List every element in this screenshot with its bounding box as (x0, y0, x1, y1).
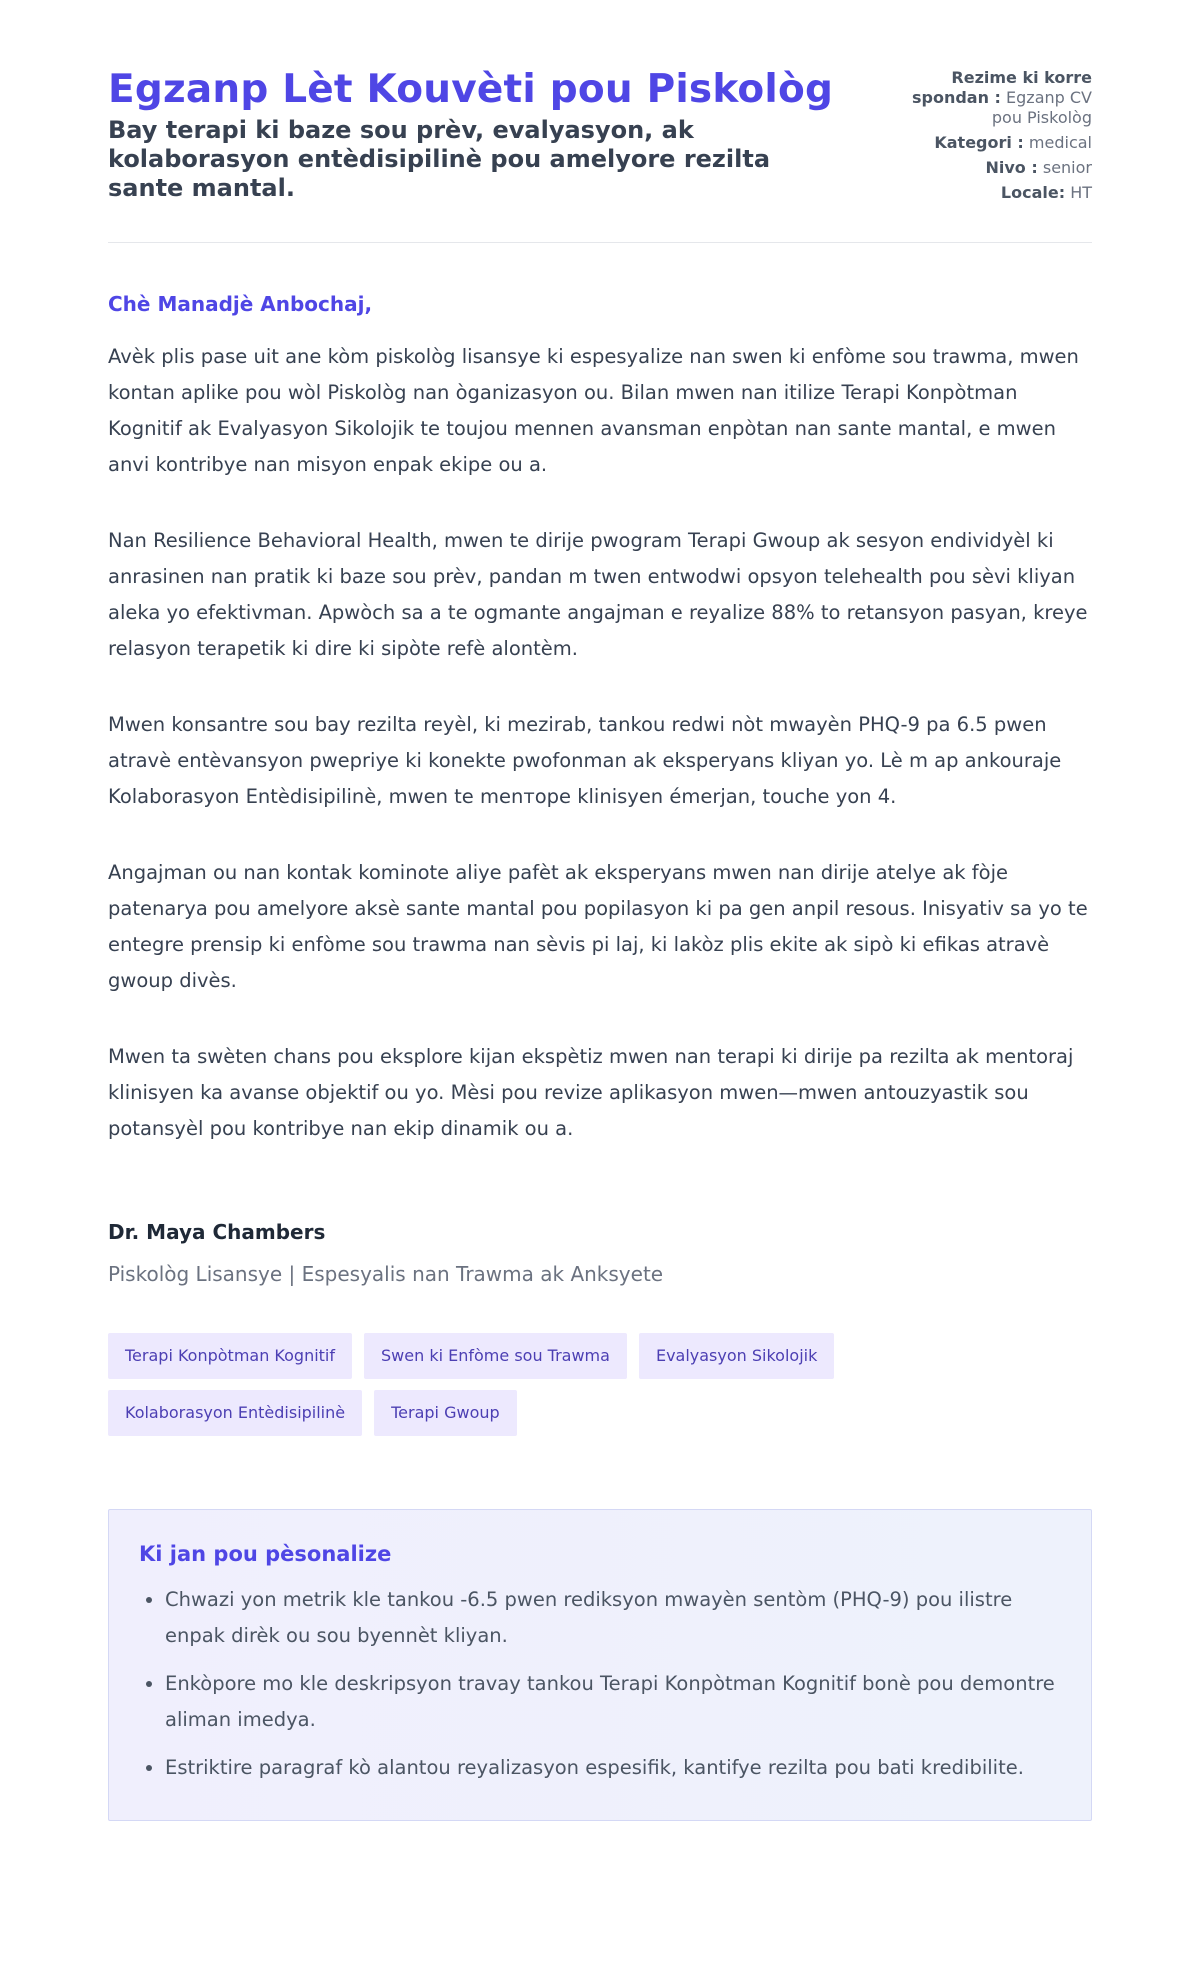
tip-item: • Estriktire paragraf kò alantou reyalizasyon espesifik, kantifye rezilta pou bati kredibilite. (165, 1750, 1061, 1786)
skill-tag: Swen ki Enfòme sou Trawma (364, 1333, 627, 1379)
meta-resume-label: Rezime ki korre spondan : (911, 68, 1092, 107)
paragraph: Nan Resilience Behavioral Health, mwen te dirije pwogram Terapi Gwoup ak sesyon endividyèl ki anrasinen nan pratik ki baze sou prèv, pandan m twen entwodwi opsyon telehealth pou sèvi kliyan aleka yo efektivman. Apwòch sa a te ogmante angajman e reyalize 88% to retansyon pasyan, kreye relasyon terapetik ki dire ki sipòte refè alontèm. (108, 529, 1088, 660)
meta-locale-value: HT (1070, 183, 1092, 202)
paragraph: Angajman ou nan kontak kominote aliye pafèt ak eksperyans mwen nan dirije atelye ak fòje patenarya pou amelyore aksè sante mantal pou popilasyon ki pa gen anpil resous. Inisyativ sa yo te entegre prensip ki enfòme sou trawma nan sèvis pi laj, ki lakòz plis ekite ak sipò ki efikas atravè gwoup divès. (108, 861, 1088, 992)
signature-title: Piskològ Lisansye | Espesyalis nan Trawma ak Anksyete (108, 1262, 664, 1286)
skill-tags (108, 1333, 908, 1436)
paragraph: Avèk plis pase uit ane kòm piskològ lisansye ki espesyalize nan swen ki enfòme sou trawma, mwen kontan aplike pou wòl Piskològ nan òganizasyon ou. Bilan mwen nan itilize Terapi Konpòtman Kognitif ak Evalyasyon Sikolojik te toujou mennen avansman enpòtan nan sante mantal, e mwen anvi kontribye nan misyon enpak ekipe ou a. (108, 345, 1079, 476)
tip-item: • Enkòpore mo kle deskripsyon travay tankou Terapi Konpòtman Kognitif bonè pou demontre aliman imedya. (165, 1666, 1061, 1738)
page-title: Egzanp Lèt Kouvèti pou Piskològ (108, 67, 834, 112)
meta-locale (892, 183, 1092, 203)
meta-level (892, 158, 1092, 178)
tips-list (139, 1582, 1061, 1786)
tip-item: • Chwazi yon metrik kle tankou -6.5 pwen rediksyon mwayèn sentòm (PHQ-9) pou ilistre enpak dirèk ou sou byennèt kliyan. (165, 1582, 1061, 1654)
meta-category-value: medical (1028, 133, 1092, 152)
paragraph: Mwen konsantre sou bay rezilta reyèl, ki mezirab, tankou redwi nòt mwayèn PHQ-9 pa 6.5 pwen atravè entèvansyon pwepriye ki konekte pwofonman ak eksperyans kliyan yo. Lè m ap ankouraje Kolaborasyon Entèdisipilinè, mwen te menтоpe klinisyen émerjan, touche yon 4. (108, 713, 1062, 808)
paragraph: Mwen ta swèten chans pou eksplore kijan ekspètiz mwen nan terapi ki dirije pa rezilta ak mentoraj klinisyen ka avanse objektif ou yo. Mèsi pou revize aplikasyon mwen—mwen antouzyastik sou potansyèl pou kontribye nan ekip dinamik ou a. (108, 1045, 1074, 1140)
page-subtitle: Bay terapi ki baze sou prèv, evalyasyon, ak kolaborasyon entèdisipilinè pou amelyore rezilta sante mantal. (108, 116, 771, 202)
meta-category-label: Kategori : (934, 133, 1024, 152)
tips-title: Ki jan pou pèsonalize (139, 1542, 392, 1566)
skill-tag: Evalyasyon Sikolojik (639, 1333, 834, 1379)
meta-resume-value[interactable]: Egzanp CV pou Piskològ (991, 88, 1092, 127)
header-titles (108, 66, 868, 203)
skill-tag: Kolaborasyon Entèdisipilinè (108, 1390, 362, 1436)
skill-tag: Terapi Gwoup (374, 1390, 517, 1436)
skill-tag: Terapi Konpòtman Kognitif (108, 1333, 352, 1379)
salutation: Chè Manadjè Anbochaj, (108, 292, 373, 316)
letter-body (108, 339, 1092, 1147)
meta-level-label: Nivo : (985, 158, 1038, 177)
meta-panel (892, 66, 1092, 208)
header (108, 66, 1092, 243)
meta-locale-label: Locale: (1000, 183, 1066, 202)
meta-level-value: senior (1042, 158, 1092, 177)
meta-category (892, 133, 1092, 153)
meta-resume (892, 68, 1092, 128)
signature-name: Dr. Maya Chambers (108, 1220, 326, 1244)
customization-tips (108, 1509, 1092, 1821)
